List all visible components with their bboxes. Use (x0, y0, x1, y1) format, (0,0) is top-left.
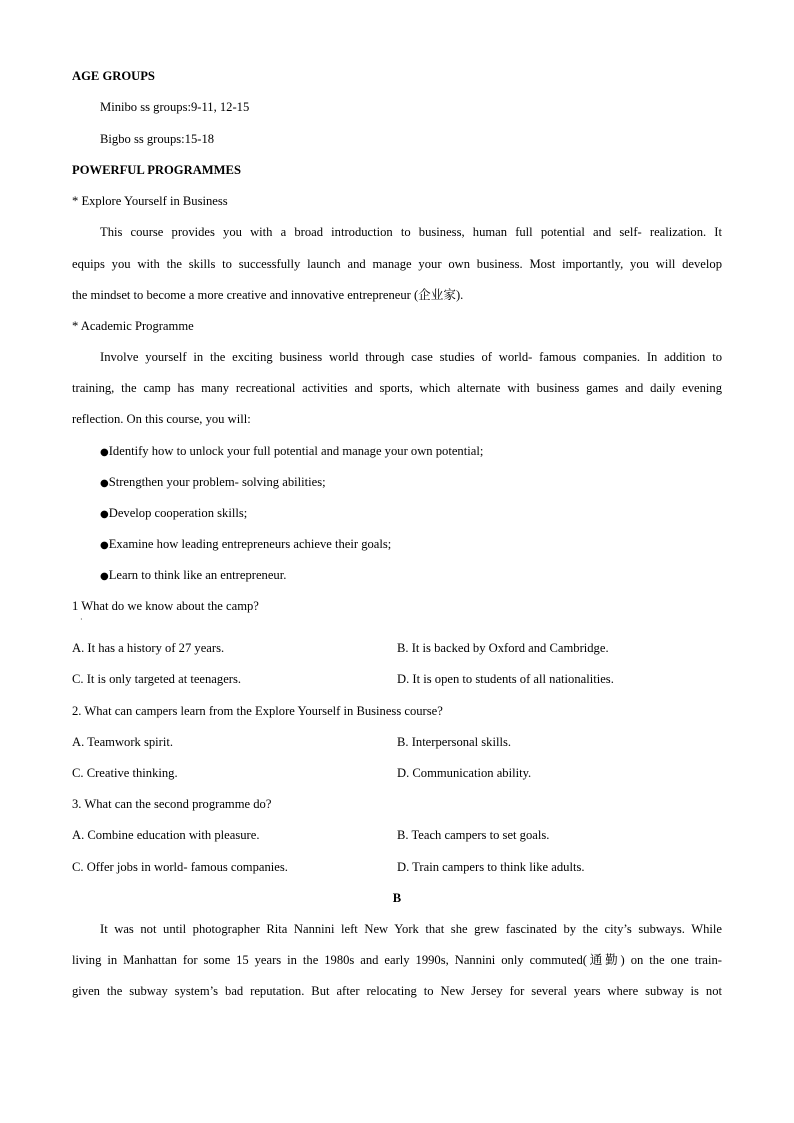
bullet-text: Learn to think like an entrepreneur. (108, 568, 287, 582)
answer-option: D. Train campers to think like adults. (397, 860, 585, 874)
answer-option: A. Teamwork spirit. (72, 735, 174, 749)
explore-paragraph-line: This course provides you with a broad introduction to business, human full potential and self- realization. It (100, 225, 722, 239)
bullet-item (100, 537, 391, 553)
bullet-text: Identify how to unlock your full potential and manage your own potential; (108, 444, 484, 458)
answer-option: C. Offer jobs in world- famous companies. (72, 860, 288, 874)
bullet-icon: ● (100, 478, 109, 489)
question-stem: 1 What do we know about the camp? (72, 599, 259, 613)
explore-paragraph-line: the mindset to become a more creative and innovative entrepreneur (企业家). (72, 288, 464, 302)
answer-option: C. Creative thinking. (72, 766, 178, 780)
academic-paragraph-line: Involve yourself in the exciting business world through case studies of world- famous companies. In addition to (100, 350, 722, 364)
bullet-text: Strengthen your problem- solving abilities; (108, 475, 326, 489)
bullet-icon: ● (100, 509, 109, 520)
age-groups-heading: AGE GROUPS (72, 69, 155, 83)
section-b-paragraph-line: living in Manhattan for some 15 years in the 1980s and early 1990s, Nannini only commuted(通勤) on the one train- (72, 953, 722, 967)
academic-paragraph-line: training, the camp has many recreational activities and sports, which alternate with business games and daily evening (72, 381, 722, 395)
explore-course-title: * Explore Yourself in Business (72, 194, 228, 208)
programmes-heading: POWERFUL PROGRAMMES (72, 163, 241, 177)
academic-paragraph-line: reflection. On this course, you will: (72, 412, 251, 426)
answer-option: B. Interpersonal skills. (397, 735, 512, 749)
bullet-text: Examine how leading entrepreneurs achieve their goals; (108, 537, 392, 551)
question-stem: 3. What can the second programme do? (72, 797, 272, 811)
answer-option: D. Communication ability. (397, 766, 532, 780)
bigbo-groups-line: Bigbo ss groups:15-18 (100, 132, 215, 146)
explore-paragraph-line: equips you with the skills to successfully launch and manage your own business. Most importantly, you will develop (72, 257, 722, 271)
stray-dot-mark: · (80, 615, 83, 624)
bullet-icon: ● (100, 571, 109, 582)
answer-option: A. It has a history of 27 years. (72, 641, 225, 655)
bullet-text: Develop cooperation skills; (108, 506, 248, 520)
answer-option: C. It is only targeted at teenagers. (72, 672, 242, 686)
answer-option: B. Teach campers to set goals. (397, 828, 550, 842)
question-stem: 2. What can campers learn from the Explore Yourself in Business course? (72, 704, 443, 718)
bullet-item (100, 568, 286, 584)
document-page (72, 0, 722, 1123)
bullet-item (100, 506, 247, 522)
answer-option: A. Combine education with pleasure. (72, 828, 260, 842)
academic-programme-title: * Academic Programme (72, 319, 194, 333)
section-b-paragraph-line: It was not until photographer Rita Nannini left New York that she grew fascinated by the city’s subways. While (100, 922, 722, 936)
section-b-paragraph-line: given the subway system’s bad reputation. But after relocating to New Jersey for several years where subway is not (72, 984, 722, 998)
answer-option: B. It is backed by Oxford and Cambridge. (397, 641, 609, 655)
bullet-icon: ● (100, 447, 109, 458)
bullet-icon: ● (100, 540, 109, 551)
minibo-groups-line: Minibo ss groups:9-11, 12-15 (100, 100, 250, 114)
bullet-item (100, 444, 483, 460)
answer-option: D. It is open to students of all nationalities. (397, 672, 614, 686)
bullet-item (100, 475, 326, 491)
section-b-heading: B (392, 891, 402, 905)
